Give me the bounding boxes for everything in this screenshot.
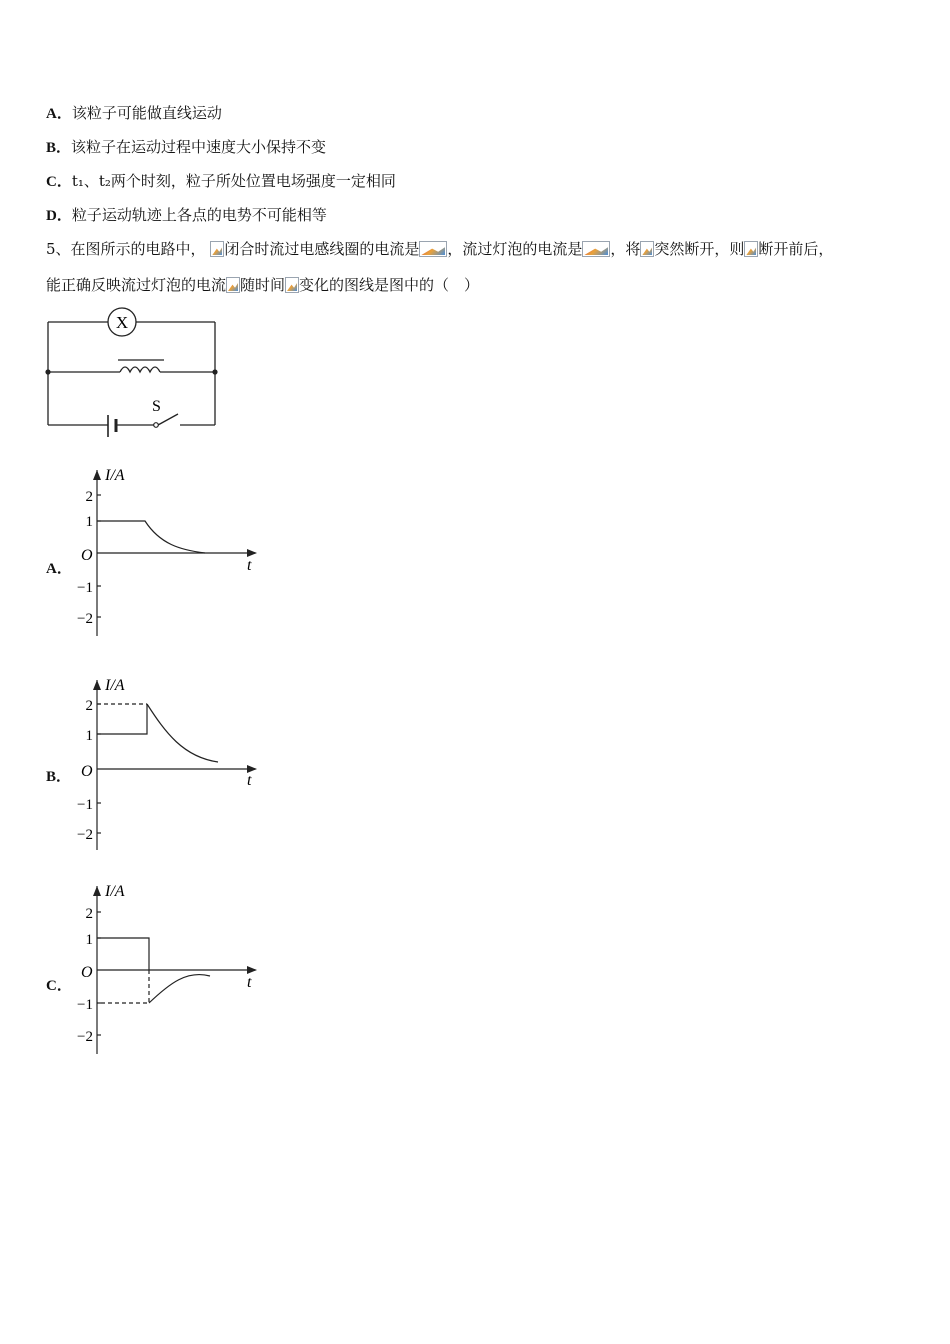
current-step [97, 938, 149, 970]
y-axis-arrow-icon [93, 470, 101, 480]
graph-c-label: C． [46, 978, 72, 994]
current-curve [97, 521, 205, 553]
x-axis-label: t [247, 557, 252, 574]
broken-image-icon [419, 241, 447, 257]
tick-label: −2 [77, 611, 93, 627]
dashed-level [97, 970, 149, 1003]
y-axis-label: I/A [105, 883, 125, 900]
origin-label: O [81, 964, 93, 981]
option-text: t₁、t₂两个时刻，粒子所处位置电场强度一定相同 [71, 172, 396, 190]
q5-text: 断开前后， [758, 240, 834, 258]
tick-label: 2 [85, 906, 93, 922]
tick-label: −1 [77, 997, 93, 1013]
option-letter: C． [46, 174, 72, 190]
broken-image-icon [582, 241, 610, 257]
lamp-label: X [115, 313, 129, 332]
option-letter: B． [46, 140, 72, 156]
option-text: 该粒子在运动过程中速度大小保持不变 [71, 138, 327, 156]
graph-b [65, 672, 265, 852]
broken-image-icon [640, 241, 654, 257]
option-text: 该粒子可能做直线运动 [71, 104, 222, 122]
current-curve [149, 975, 210, 1003]
option-text: 粒子运动轨迹上各点的电势不可能相等 [71, 206, 327, 224]
question-5-line-2 [46, 274, 479, 295]
tick-label: −1 [77, 797, 93, 813]
broken-image-icon [210, 241, 224, 257]
tick-label: −1 [77, 580, 93, 596]
option-letter: D． [46, 208, 72, 224]
graph-b-label: B． [46, 769, 72, 785]
origin-label: O [81, 763, 93, 780]
broken-image-icon [285, 277, 299, 293]
tick-label: −2 [77, 1029, 93, 1045]
circuit-diagram [40, 305, 230, 445]
current-step [97, 704, 147, 734]
junction-dot [212, 369, 217, 374]
y-axis-arrow-icon [93, 680, 101, 690]
switch-contact [154, 423, 159, 428]
current-curve [147, 704, 218, 762]
x-axis-arrow-icon [247, 966, 257, 974]
option-b [46, 136, 326, 157]
option-c [46, 170, 396, 191]
junction-dot [45, 369, 50, 374]
tick-label: 1 [85, 932, 93, 948]
graph-a-label: A． [46, 561, 72, 577]
y-axis-label: I/A [105, 467, 125, 484]
broken-image-icon [744, 241, 758, 257]
tick-label: 2 [85, 489, 93, 505]
broken-image-icon [226, 277, 240, 293]
graph-c [65, 878, 265, 1058]
q5-text: 随时间 [240, 276, 286, 294]
q5-text: 能正确反映流过灯泡的电流 [46, 276, 227, 294]
tick-label: 1 [85, 514, 93, 530]
y-axis-label: I/A [105, 677, 125, 694]
tick-label: 2 [85, 698, 93, 714]
switch-label: S [152, 398, 161, 415]
option-letter: A． [46, 106, 72, 122]
q5-text: ，流过灯泡的电流是 [447, 240, 583, 258]
x-axis-arrow-icon [247, 549, 257, 557]
q5-text: 5、在图所示的电路中， [46, 240, 206, 258]
question-5-line-1 [46, 238, 833, 259]
tick-label: 1 [85, 728, 93, 744]
x-axis-label: t [247, 974, 252, 991]
q5-text: 变化的图线是图中的（ ） [299, 276, 480, 294]
option-a [46, 102, 222, 123]
graph-a [65, 462, 265, 640]
x-axis-label: t [247, 772, 252, 789]
origin-label: O [81, 547, 93, 564]
q5-text: ，将 [610, 240, 641, 258]
y-axis-arrow-icon [93, 886, 101, 896]
tick-label: −2 [77, 827, 93, 843]
q5-text: 闭合时流过电感线圈的电流是 [224, 240, 420, 258]
option-d [46, 204, 327, 225]
q5-text: 突然断开，则 [654, 240, 745, 258]
